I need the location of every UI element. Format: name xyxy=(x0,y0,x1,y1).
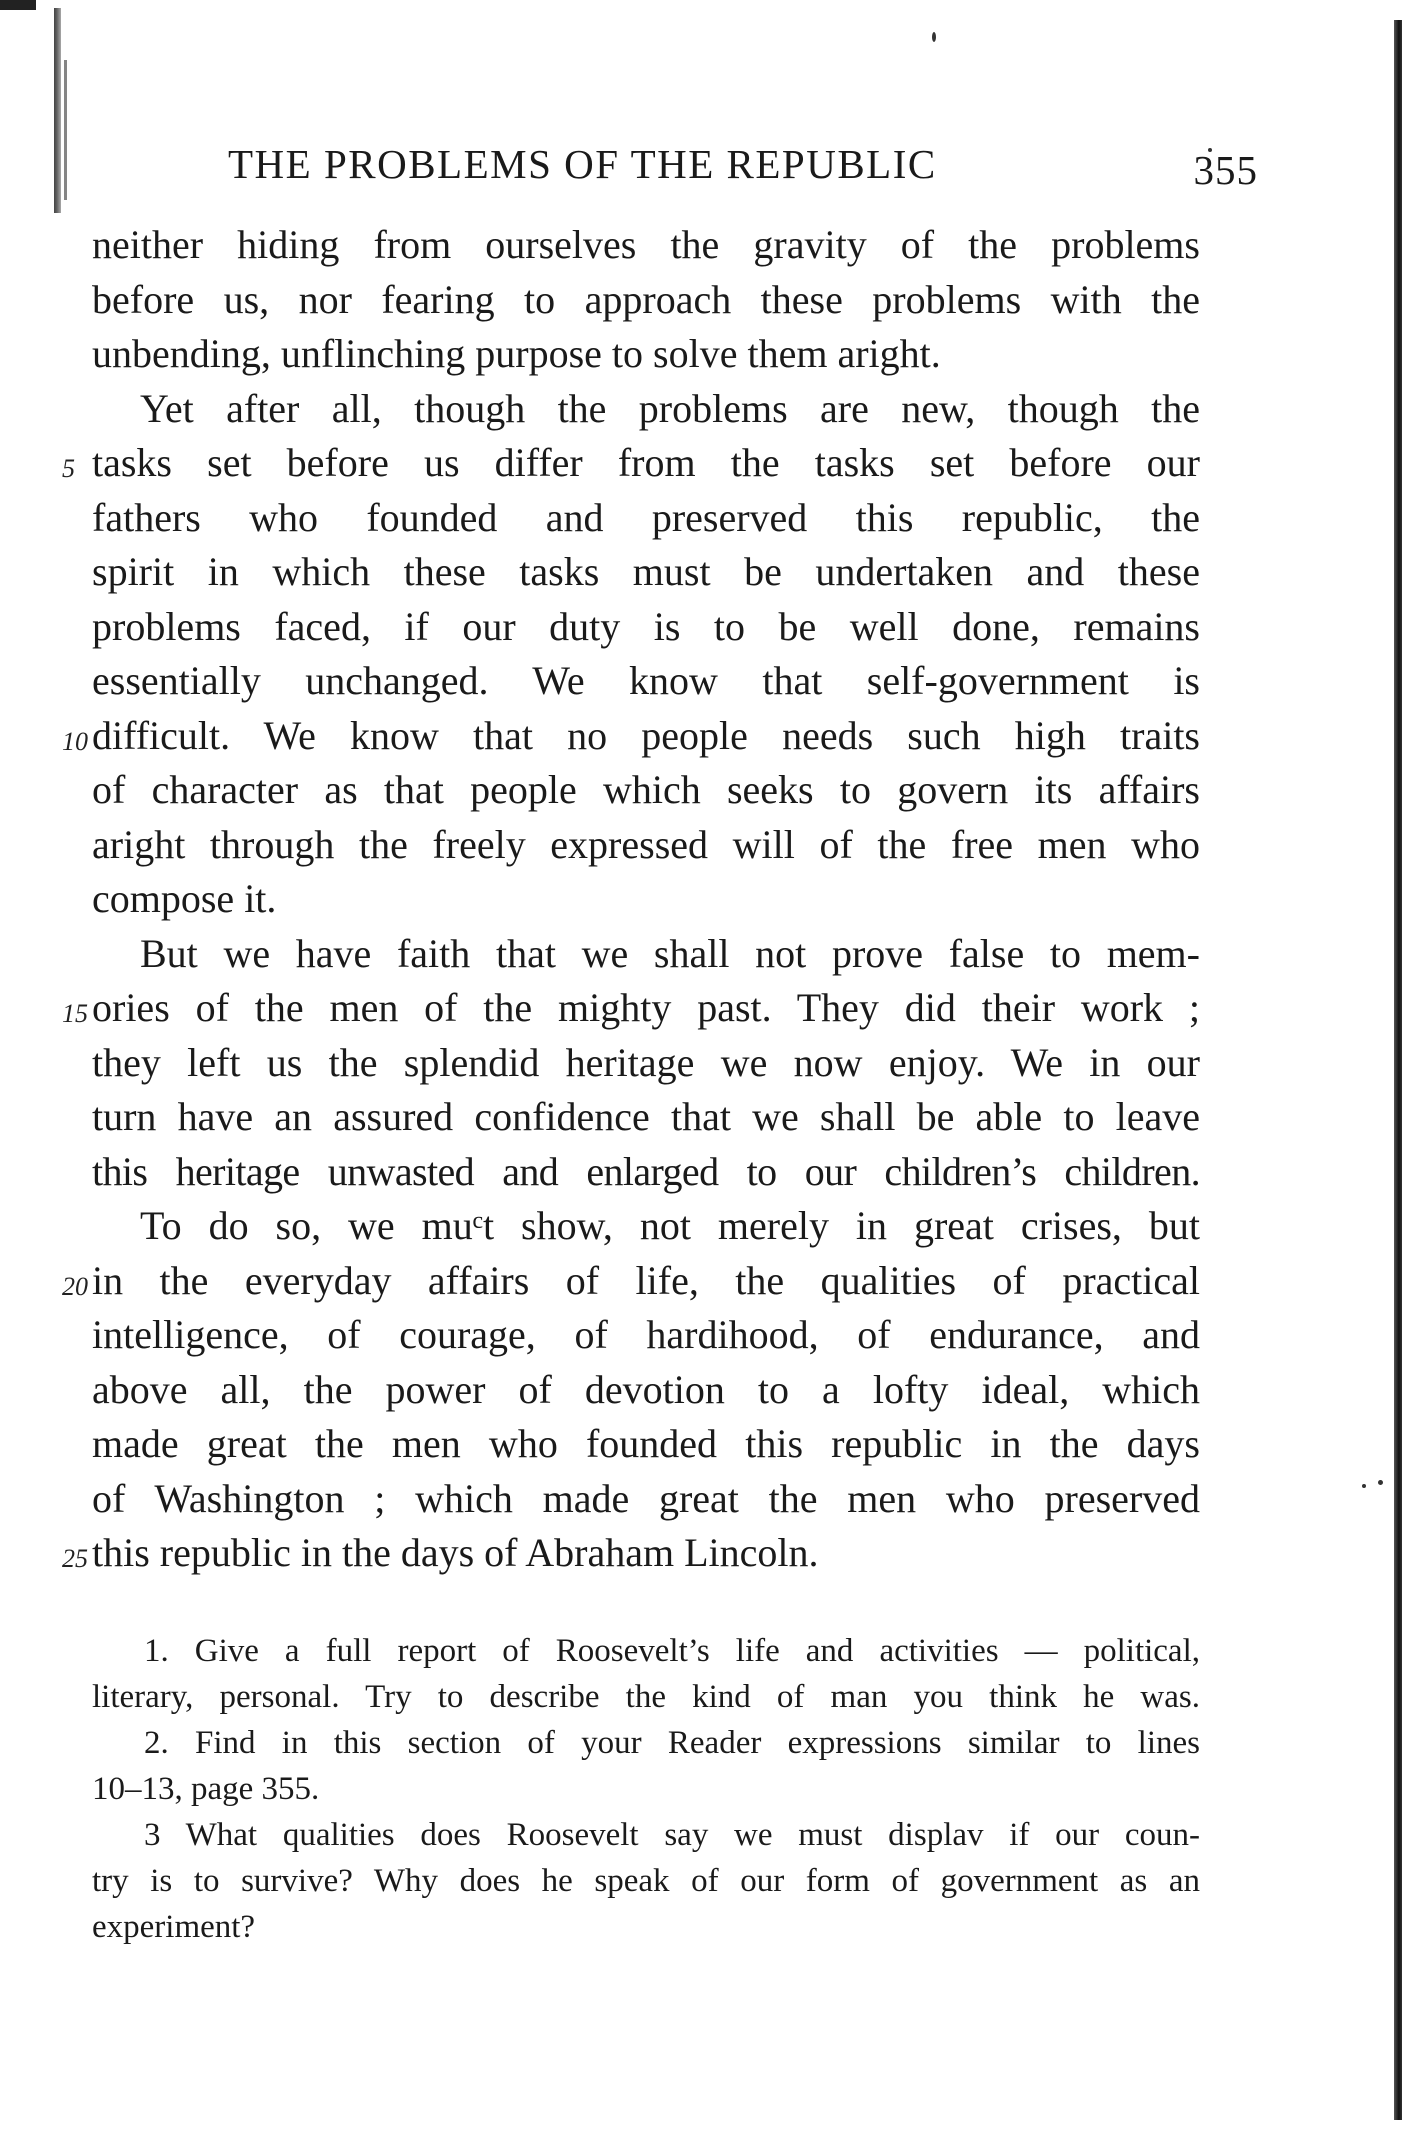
line-text: intelligence, of courage, of hardihood, of endurance, and xyxy=(92,1312,1200,1357)
line-text: spirit in which these tasks must be undertaken and these xyxy=(92,549,1200,594)
line-text: fathers who founded and preserved this republic, the xyxy=(92,494,1200,540)
running-title: THE PROBLEMS OF THE REPUBLIC xyxy=(228,141,937,187)
scan-artifact-left-edge-inner xyxy=(64,60,67,200)
text-line xyxy=(92,218,1200,273)
text-line xyxy=(62,1526,1200,1581)
question-line: 3 What qualities does Roosevelt say we must displav if our coun- xyxy=(144,1817,1200,1853)
line-text: tasks set before us differ from the tasks set before our xyxy=(92,440,1200,485)
text-line xyxy=(92,273,1200,328)
scan-artifact-corner xyxy=(0,0,36,10)
line-text: turn have an assured confidence that we shall be able to leave xyxy=(92,1094,1200,1139)
line-number: 25 xyxy=(62,1544,88,1573)
question-line: literary, personal. Try to describe the kind of man you think he was. xyxy=(92,1679,1200,1715)
page-number: 355 xyxy=(1193,147,1258,193)
line-text: this republic in the days of Abraham Lincoln. xyxy=(92,1530,819,1575)
line-text: above all, the power of devotion to a lofty ideal, which xyxy=(92,1366,1200,1412)
line-text: this heritage unwasted and enlarged to our children’s children. xyxy=(92,1148,1200,1194)
text-line xyxy=(92,545,1200,600)
line-text: compose it. xyxy=(92,876,277,921)
text-line xyxy=(62,709,1200,764)
running-head xyxy=(228,140,1258,200)
text-line xyxy=(92,1308,1200,1363)
text-line xyxy=(92,1363,1200,1418)
text-line xyxy=(92,382,1200,437)
line-text: difficult. We know that no people needs such high traits xyxy=(92,712,1200,758)
text-line xyxy=(92,327,1200,382)
text-line xyxy=(62,1254,1200,1309)
question-line: 1. Give a full report of Roosevelt’s life and activities — political, xyxy=(144,1633,1200,1669)
line-text: But we have faith that we shall not prove false to mem- xyxy=(140,930,1200,976)
text-line xyxy=(92,763,1200,818)
line-text: unbending, unflinching purpose to solve them aright. xyxy=(92,331,941,376)
text-line xyxy=(92,491,1200,546)
line-text: before us, nor fearing to approach these problems with the xyxy=(92,276,1200,322)
question-line: try is to survive? Why does he speak of our form of government as an xyxy=(92,1863,1200,1899)
text-line xyxy=(92,872,1200,927)
line-text: essentially unchanged. We know that self-government is xyxy=(92,658,1200,703)
text-line xyxy=(92,1417,1200,1472)
text-line xyxy=(92,1145,1200,1200)
scan-speck xyxy=(1362,1484,1366,1488)
text-line xyxy=(62,981,1200,1036)
question-line: 10–13, page 355. xyxy=(92,1771,320,1807)
text-line xyxy=(62,436,1200,491)
study-questions xyxy=(92,1628,1200,1950)
question-line: 2. Find in this section of your Reader expressions similar to lines xyxy=(144,1725,1200,1761)
text-line xyxy=(92,1199,1200,1254)
line-number: 15 xyxy=(62,999,88,1028)
question-line: experiment? xyxy=(92,1909,256,1945)
line-text: in the everyday affairs of life, the qualities of practical xyxy=(92,1257,1200,1303)
text-line xyxy=(92,1036,1200,1091)
text-line xyxy=(92,818,1200,873)
text-line xyxy=(92,600,1200,655)
scan-speck xyxy=(1378,1480,1383,1485)
body-text xyxy=(62,218,1200,1581)
line-number: 20 xyxy=(62,1271,88,1301)
line-text: of character as that people which seeks to govern its affairs xyxy=(92,767,1200,812)
line-text: problems faced, if our duty is to be well done, remains xyxy=(92,603,1200,649)
line-number: 10 xyxy=(62,726,88,756)
text-line xyxy=(92,1472,1200,1527)
line-number: 5 xyxy=(62,454,75,483)
line-text: neither hiding from ourselves the gravity of the problems xyxy=(92,222,1200,267)
text-line xyxy=(92,654,1200,709)
line-text: Yet after all, though the problems are new, though the xyxy=(140,385,1200,431)
scan-artifact-left-edge xyxy=(54,8,61,213)
line-text: made great the men who founded this republic in the days xyxy=(92,1421,1200,1466)
line-text: aright through the freely expressed will of the free men who xyxy=(92,821,1200,867)
line-text: they left us the splendid heritage we now enjoy. We in our xyxy=(92,1039,1200,1085)
line-text: To do so, we muᶜt show, not merely in great crises, but xyxy=(140,1203,1200,1248)
line-text: ories of the men of the mighty past. They did their work ; xyxy=(92,985,1200,1030)
scan-speck xyxy=(932,32,936,42)
text-line xyxy=(92,1090,1200,1145)
line-text: of Washington ; which made great the men who preserved xyxy=(92,1475,1200,1521)
text-line xyxy=(92,927,1200,982)
scan-artifact-right-edge xyxy=(1394,20,1402,2120)
